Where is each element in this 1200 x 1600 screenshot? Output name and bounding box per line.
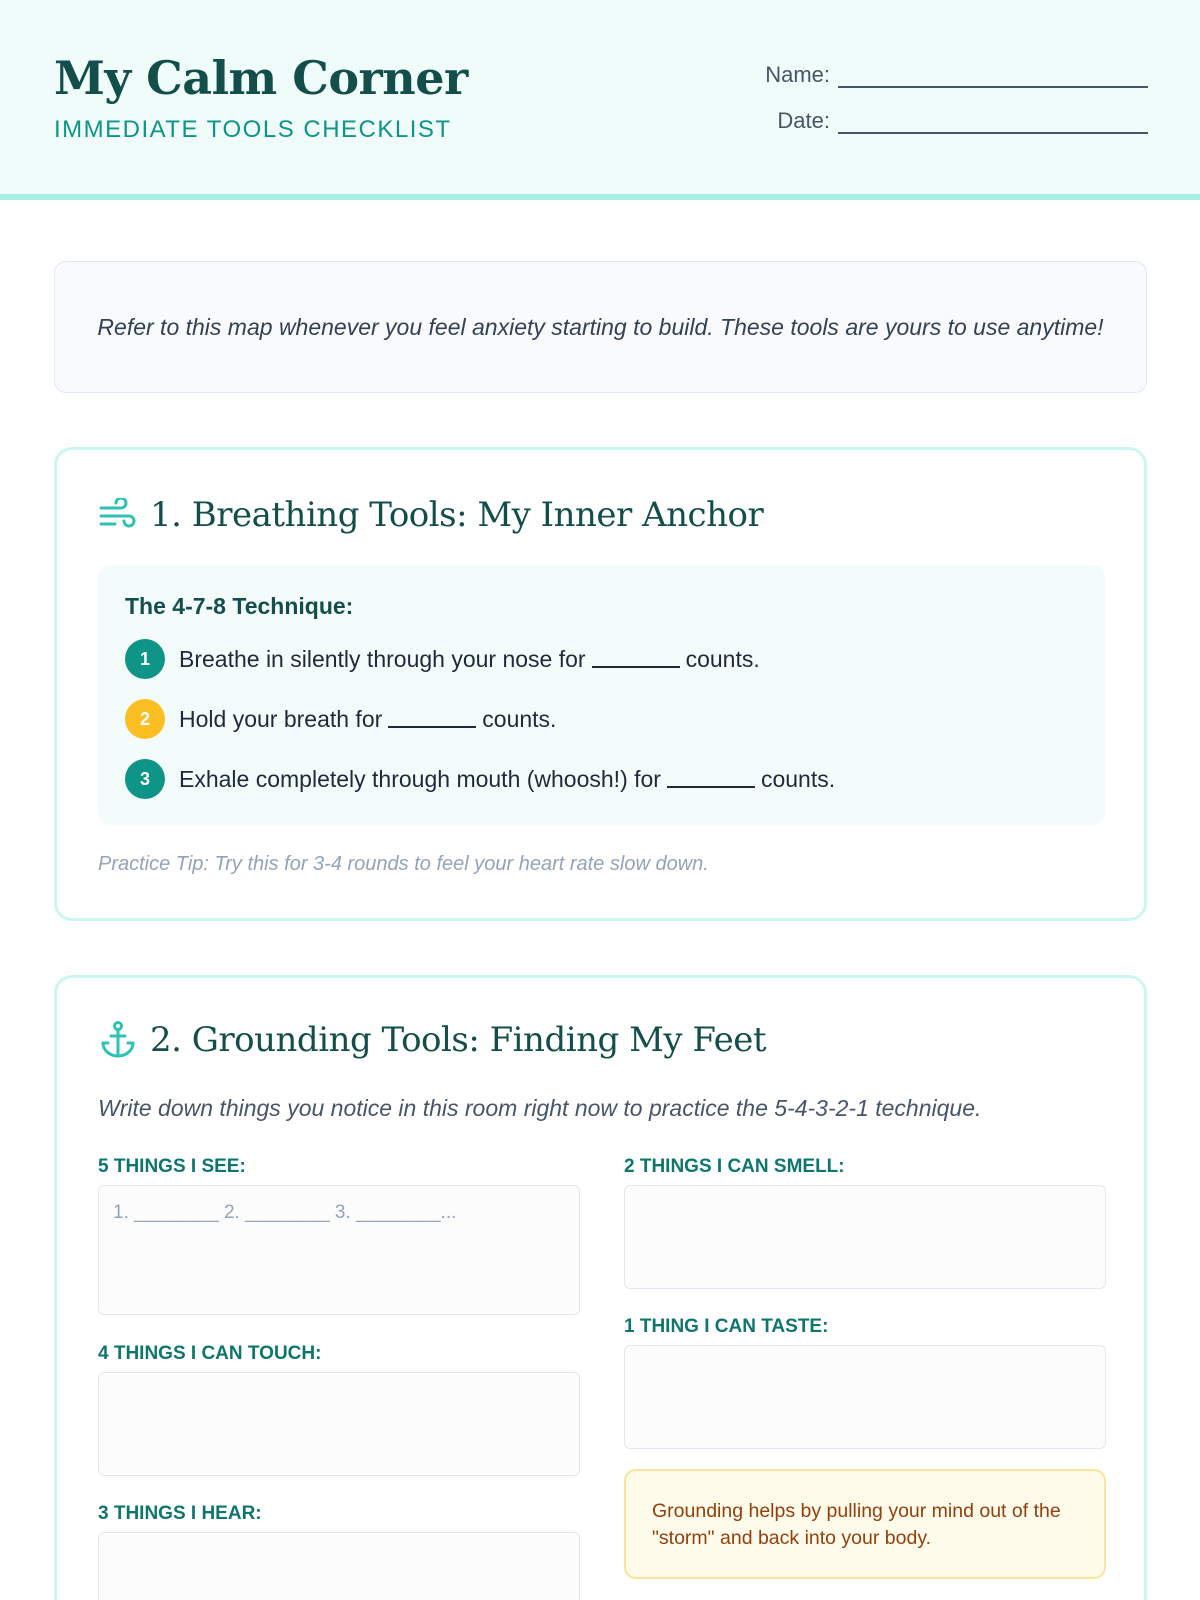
practice-tip: Practice Tip: Try this for 3-4 rounds to feel your heart rate slow down. (98, 853, 709, 875)
step-3 (125, 759, 835, 799)
see-field[interactable] (98, 1185, 580, 1315)
intro-text: Refer to this map whenever you feel anxiety starting to build. These tools are yours to use anytime! (97, 314, 1104, 340)
grounding-note (624, 1469, 1106, 1579)
touch-label: 4 THINGS I CAN TOUCH: (98, 1343, 322, 1364)
counts-blank[interactable] (592, 650, 680, 668)
smell-label: 2 THINGS I CAN SMELL: (624, 1156, 845, 1177)
touch-field[interactable] (98, 1372, 580, 1476)
counts-blank[interactable] (667, 770, 755, 788)
name-label: Name: (765, 62, 830, 87)
step-suffix: counts. (760, 765, 836, 792)
step-1 (125, 639, 760, 679)
name-line[interactable] (838, 66, 1148, 88)
step-number-badge: 2 (125, 699, 165, 739)
date-label: Date: (777, 108, 830, 133)
page-subtitle: IMMEDIATE TOOLS CHECKLIST (54, 116, 452, 143)
technique-box (98, 565, 1105, 825)
breathing-heading-row (98, 495, 763, 535)
grounding-instructions: Write down things you notice in this room right now to practice the 5-4-3-2-1 technique. (98, 1095, 982, 1121)
step-number-badge: 3 (125, 759, 165, 799)
wind-icon (98, 495, 138, 535)
step-number-badge: 1 (125, 639, 165, 679)
anchor-icon (98, 1020, 138, 1060)
name-field[interactable] (765, 62, 1148, 88)
hear-label: 3 THINGS I HEAR: (98, 1503, 262, 1524)
breathing-section (54, 447, 1147, 921)
date-line[interactable] (838, 112, 1148, 134)
grounding-heading: 2. Grounding Tools: Finding My Feet (150, 1020, 767, 1060)
date-field[interactable] (777, 108, 1148, 134)
step-suffix: counts. (685, 645, 760, 672)
smell-field[interactable] (624, 1185, 1106, 1289)
grounding-section (54, 975, 1147, 1600)
step-text: Breathe in silently through your nose for (179, 645, 586, 672)
grounding-heading-row (98, 1020, 766, 1060)
page-header (0, 0, 1200, 200)
taste-label: 1 THING I CAN TASTE: (624, 1316, 829, 1337)
grounding-note-text: Grounding helps by pulling your mind out of the "storm" and back into your body. (652, 1500, 1061, 1549)
step-text: Exhale completely through mouth (whoosh!) for (179, 765, 661, 792)
step-suffix: counts. (482, 705, 557, 732)
step-text: Hold your breath for (179, 705, 383, 732)
intro-box (54, 261, 1147, 393)
technique-title: The 4-7-8 Technique: (125, 593, 354, 619)
taste-field[interactable] (624, 1345, 1106, 1449)
step-2 (125, 699, 556, 739)
counts-blank[interactable] (388, 710, 476, 728)
see-label: 5 THINGS I SEE: (98, 1156, 246, 1177)
breathing-heading: 1. Breathing Tools: My Inner Anchor (150, 495, 764, 535)
page-title: My Calm Corner (54, 51, 468, 105)
see-placeholder: 1. ________ 2. ________ 3. ________... (113, 1202, 457, 1223)
hear-field[interactable] (98, 1532, 580, 1600)
